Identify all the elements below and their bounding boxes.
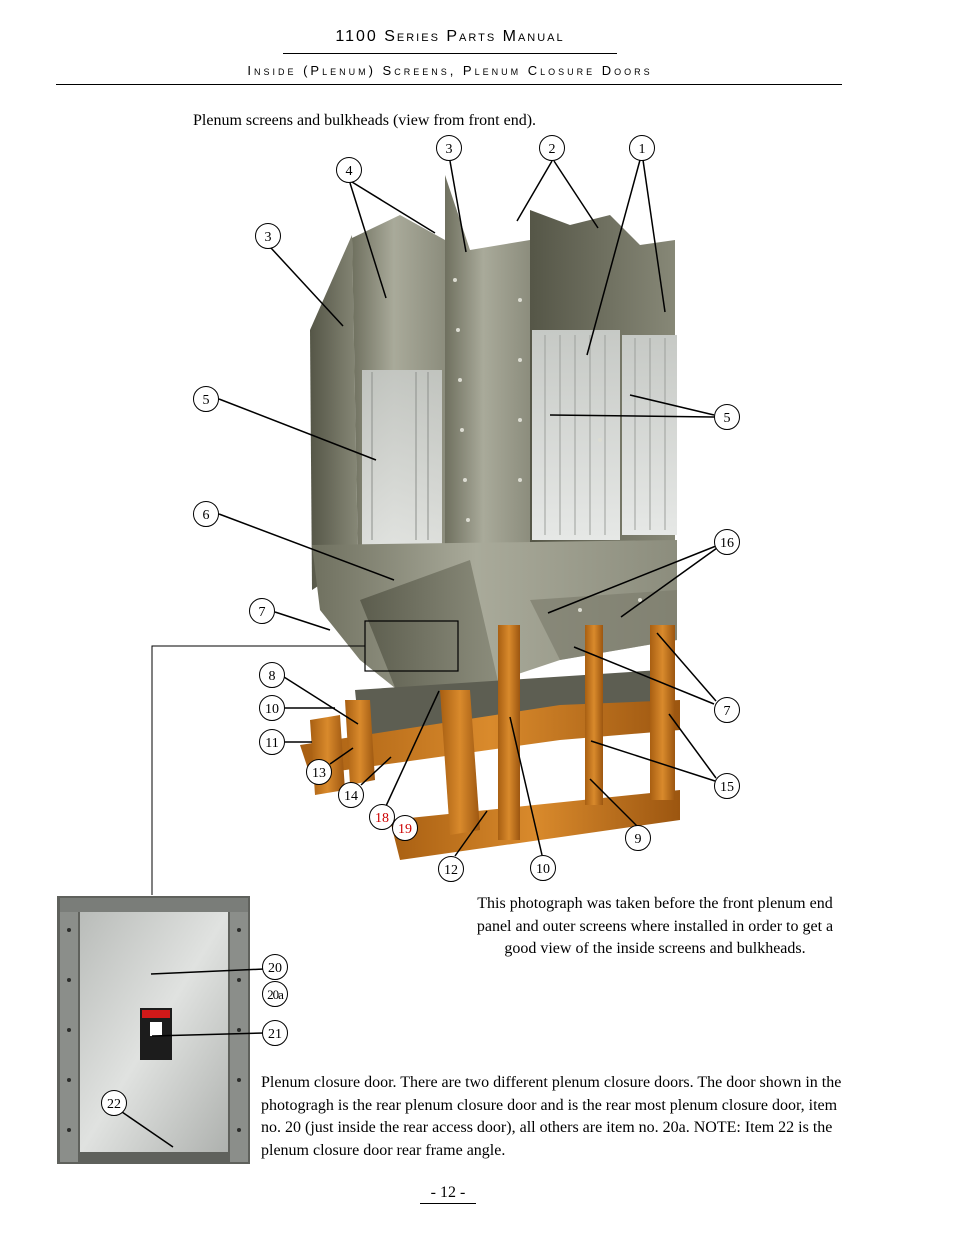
svg-text:10: 10 bbox=[265, 702, 279, 717]
callout-4 bbox=[337, 158, 362, 183]
manual-title: 1100 Series Parts Manual bbox=[335, 28, 565, 45]
callout-16 bbox=[715, 530, 740, 555]
callout-1 bbox=[630, 136, 655, 161]
svg-text:21: 21 bbox=[268, 1027, 282, 1042]
svg-text:2: 2 bbox=[548, 142, 556, 157]
svg-text:3: 3 bbox=[264, 230, 272, 245]
photo-note: This photograph was taken before the front plenum end panel and outer screens where installed in order to get a good view of the inside screens and bulkheads. bbox=[476, 895, 834, 957]
callout-3-top bbox=[437, 136, 462, 161]
svg-text:11: 11 bbox=[265, 736, 279, 751]
svg-text:1: 1 bbox=[638, 142, 646, 157]
svg-text:22: 22 bbox=[107, 1097, 121, 1112]
svg-text:7: 7 bbox=[258, 605, 266, 620]
callout-13 bbox=[307, 760, 332, 785]
callout-21 bbox=[263, 1021, 288, 1046]
callout-7-left bbox=[250, 599, 275, 624]
door-photo bbox=[57, 896, 250, 1164]
callout-12 bbox=[439, 857, 464, 882]
callout-3-left bbox=[256, 224, 281, 249]
callout-7-right bbox=[715, 698, 740, 723]
callout-19 bbox=[393, 816, 418, 841]
callout-22 bbox=[102, 1091, 127, 1116]
svg-text:20a: 20a bbox=[267, 987, 283, 1002]
callout-11 bbox=[260, 730, 285, 755]
svg-text:7: 7 bbox=[723, 704, 731, 719]
callout-5-left bbox=[194, 387, 219, 412]
svg-text:19: 19 bbox=[398, 822, 412, 837]
svg-text:10: 10 bbox=[536, 862, 550, 877]
callout-5-right bbox=[715, 405, 740, 430]
svg-text:6: 6 bbox=[202, 508, 210, 523]
svg-text:15: 15 bbox=[720, 780, 734, 795]
svg-text:5: 5 bbox=[202, 393, 210, 408]
callout-10-bottom bbox=[531, 856, 556, 881]
svg-text:9: 9 bbox=[634, 832, 642, 847]
svg-text:5: 5 bbox=[723, 411, 731, 426]
callout-15 bbox=[715, 774, 740, 799]
callout-9 bbox=[626, 826, 651, 851]
svg-text:8: 8 bbox=[268, 669, 276, 684]
callout-8 bbox=[260, 663, 285, 688]
door-caption: Plenum closure door. There are two different plenum closure doors. The door shown in the photogragh is the rear plenum closure door and is the rear most plenum closure door, item no. 20 (just inside the rear access door), all others are item no. 20a. NOTE: Item 22 is the plenum closure door rear frame angle. bbox=[261, 1074, 842, 1159]
svg-text:16: 16 bbox=[720, 536, 734, 551]
callout-6 bbox=[194, 502, 219, 527]
top-figure-caption: Plenum screens and bulkheads (view from front end). bbox=[193, 112, 537, 129]
callout-20a bbox=[263, 982, 288, 1007]
svg-text:12: 12 bbox=[444, 863, 458, 878]
svg-text:3: 3 bbox=[445, 142, 453, 157]
section-subtitle: Inside (Plenum) Screens, Plenum Closure Doors bbox=[247, 63, 653, 78]
svg-text:4: 4 bbox=[345, 164, 353, 179]
svg-text:18: 18 bbox=[375, 811, 389, 826]
callout-10-left bbox=[260, 696, 285, 721]
callout-18 bbox=[370, 805, 395, 830]
svg-text:13: 13 bbox=[312, 766, 326, 781]
callout-14 bbox=[339, 783, 364, 808]
svg-text:14: 14 bbox=[344, 789, 358, 804]
page-number: - 12 - bbox=[420, 1184, 476, 1204]
callout-20 bbox=[263, 955, 288, 980]
callout-2 bbox=[540, 136, 565, 161]
svg-text:20: 20 bbox=[268, 961, 282, 976]
plenum-photo bbox=[300, 175, 680, 860]
